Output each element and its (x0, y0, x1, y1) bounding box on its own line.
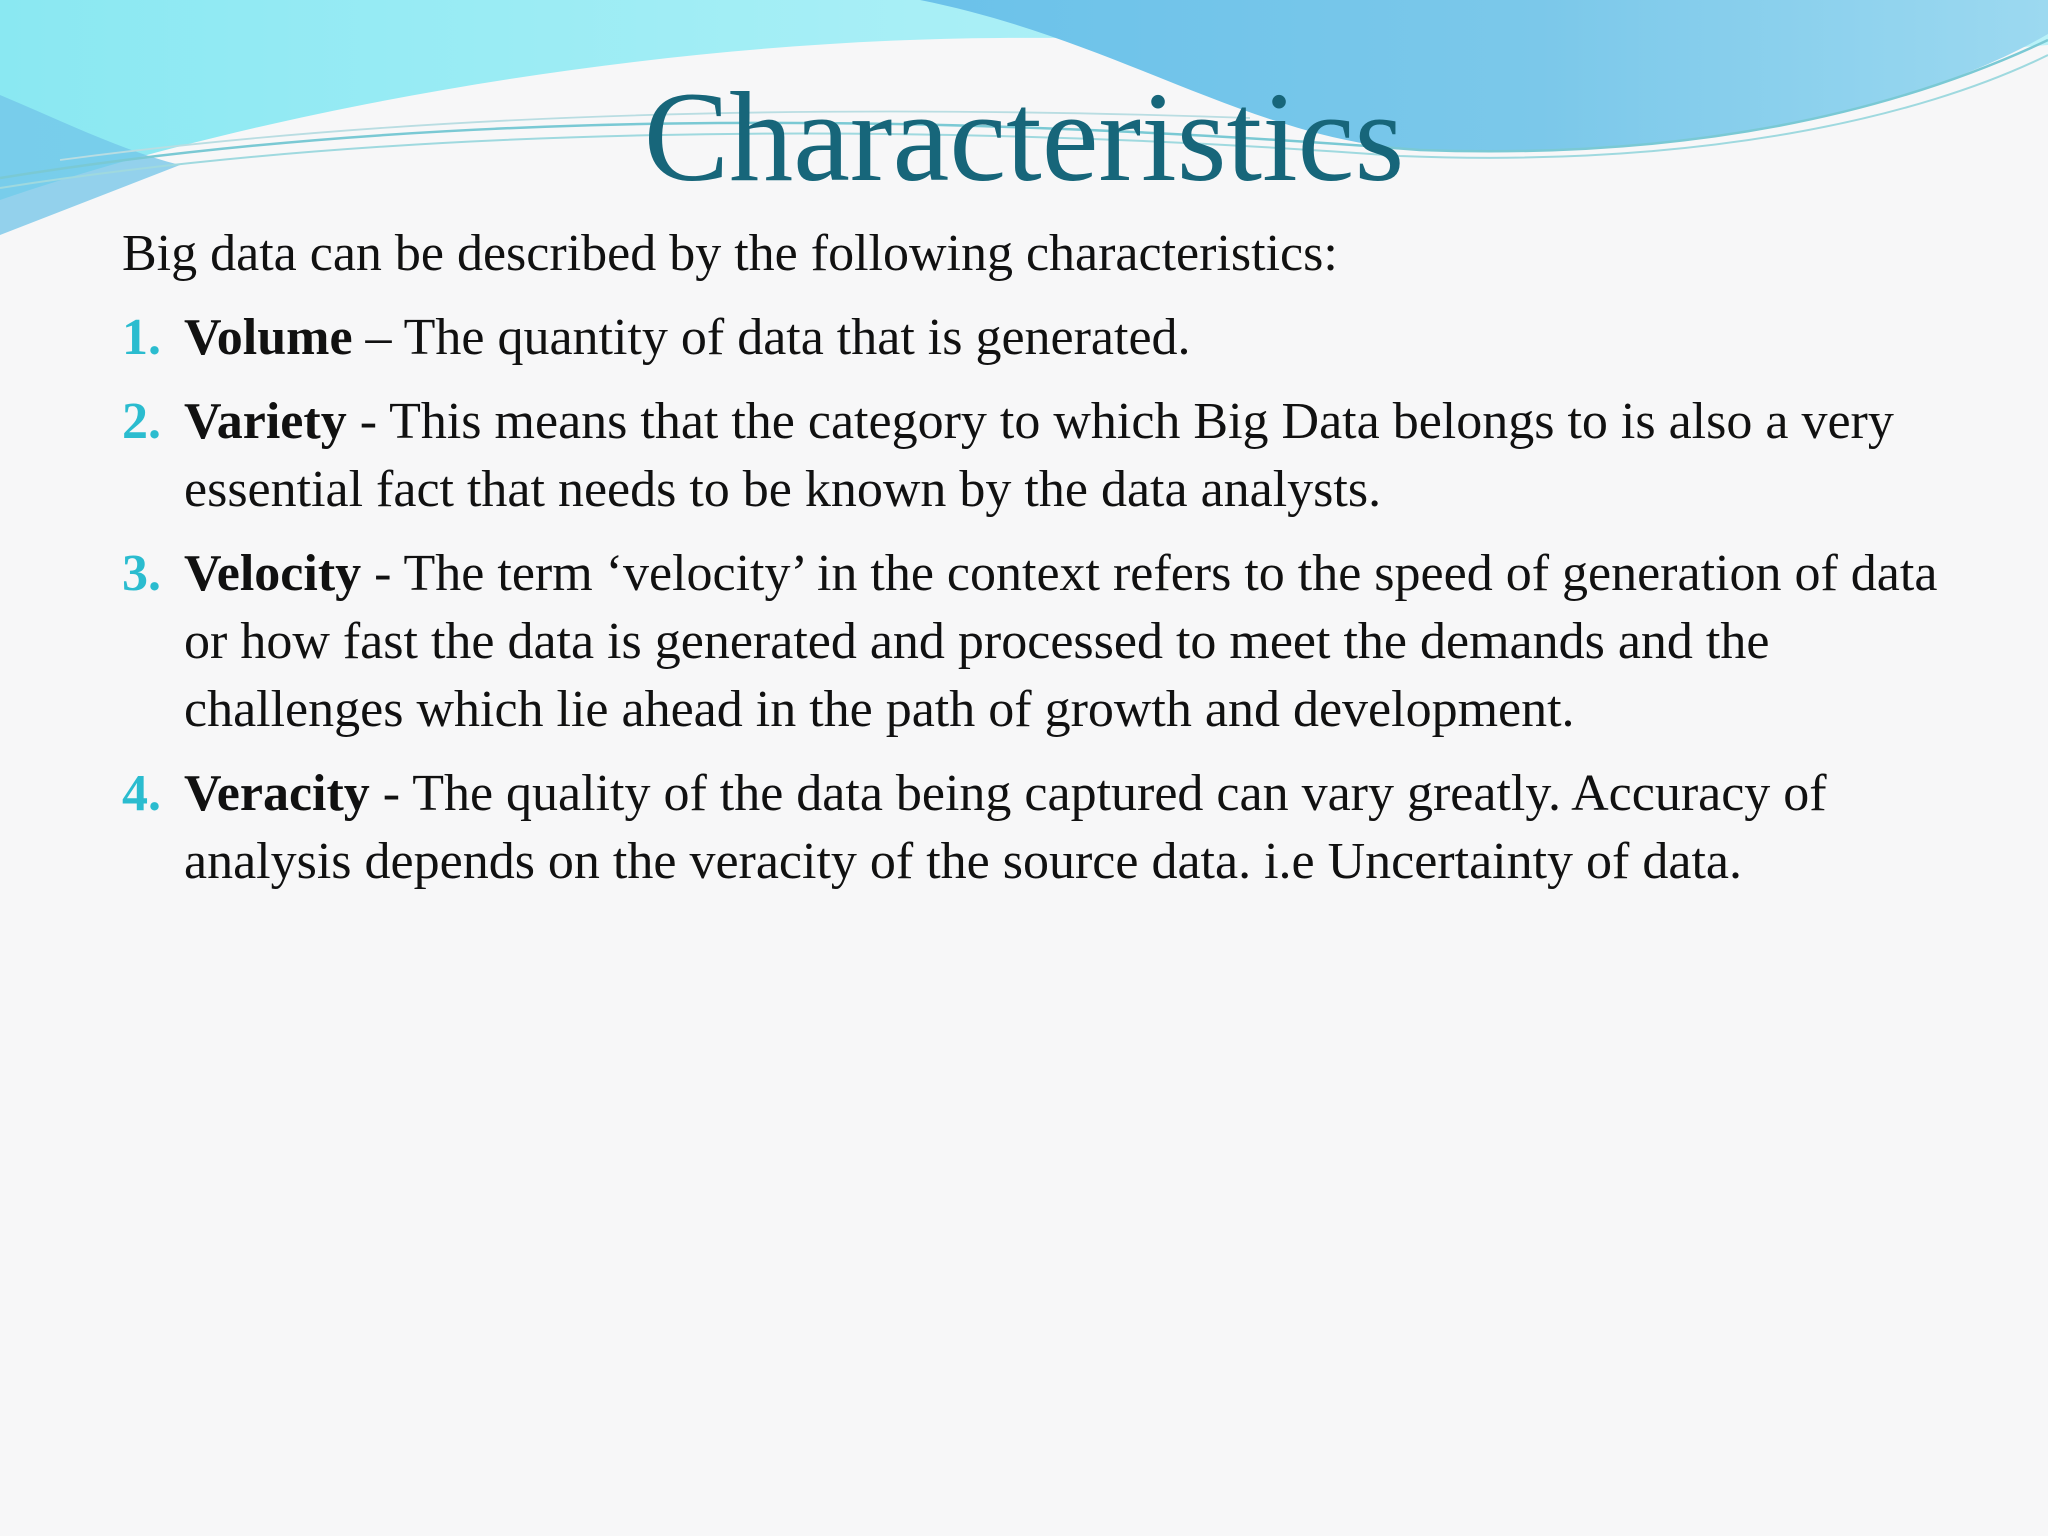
slide-title: Characteristics (643, 66, 1405, 208)
list-item-body (184, 309, 1191, 366)
list-item-separator: - (346, 393, 390, 450)
list-item-body (184, 393, 1894, 518)
list-item-term: Velocity (184, 545, 362, 602)
list-item-number: 4. (122, 765, 161, 822)
list-item-separator: - (361, 545, 404, 602)
list-item-text: The term ‘velocity’ in the context refers to the speed of generation of data or how fast the data is generated and processed to meet the demands and the challenges which lie ahead in the path of growth and development. (184, 545, 1938, 738)
list-item-separator: – (352, 309, 404, 366)
list-item-volume (122, 304, 1922, 372)
intro-text: Big data can be described by the following characteristics: (122, 225, 1338, 282)
list-item-number: 2. (122, 393, 161, 450)
slide-content (122, 220, 1938, 896)
list-item-text: The quantity of data that is generated. (403, 309, 1191, 366)
list-item-variety (122, 388, 1984, 524)
list-item-body (184, 545, 1937, 738)
list-item-term: Variety (184, 393, 347, 450)
list-item-body (184, 765, 1827, 890)
list-item-term: Volume (184, 309, 353, 366)
list-item-number: 1. (122, 309, 161, 366)
list-item-separator: - (369, 765, 413, 822)
list-item-velocity (122, 540, 1959, 744)
list-item-veracity (122, 760, 1834, 896)
list-item-text: The quality of the data being captured can vary greatly. Accuracy of analysis depends on the veracity of the source data. i.e Uncertainty of data. (184, 765, 1827, 890)
list-item-term: Veracity (184, 765, 370, 822)
list-item-number: 3. (122, 545, 161, 602)
list-item-text: This means that the category to which Big Data belongs to is also a very essential fact that needs to be known by the data analysts. (184, 393, 1894, 518)
